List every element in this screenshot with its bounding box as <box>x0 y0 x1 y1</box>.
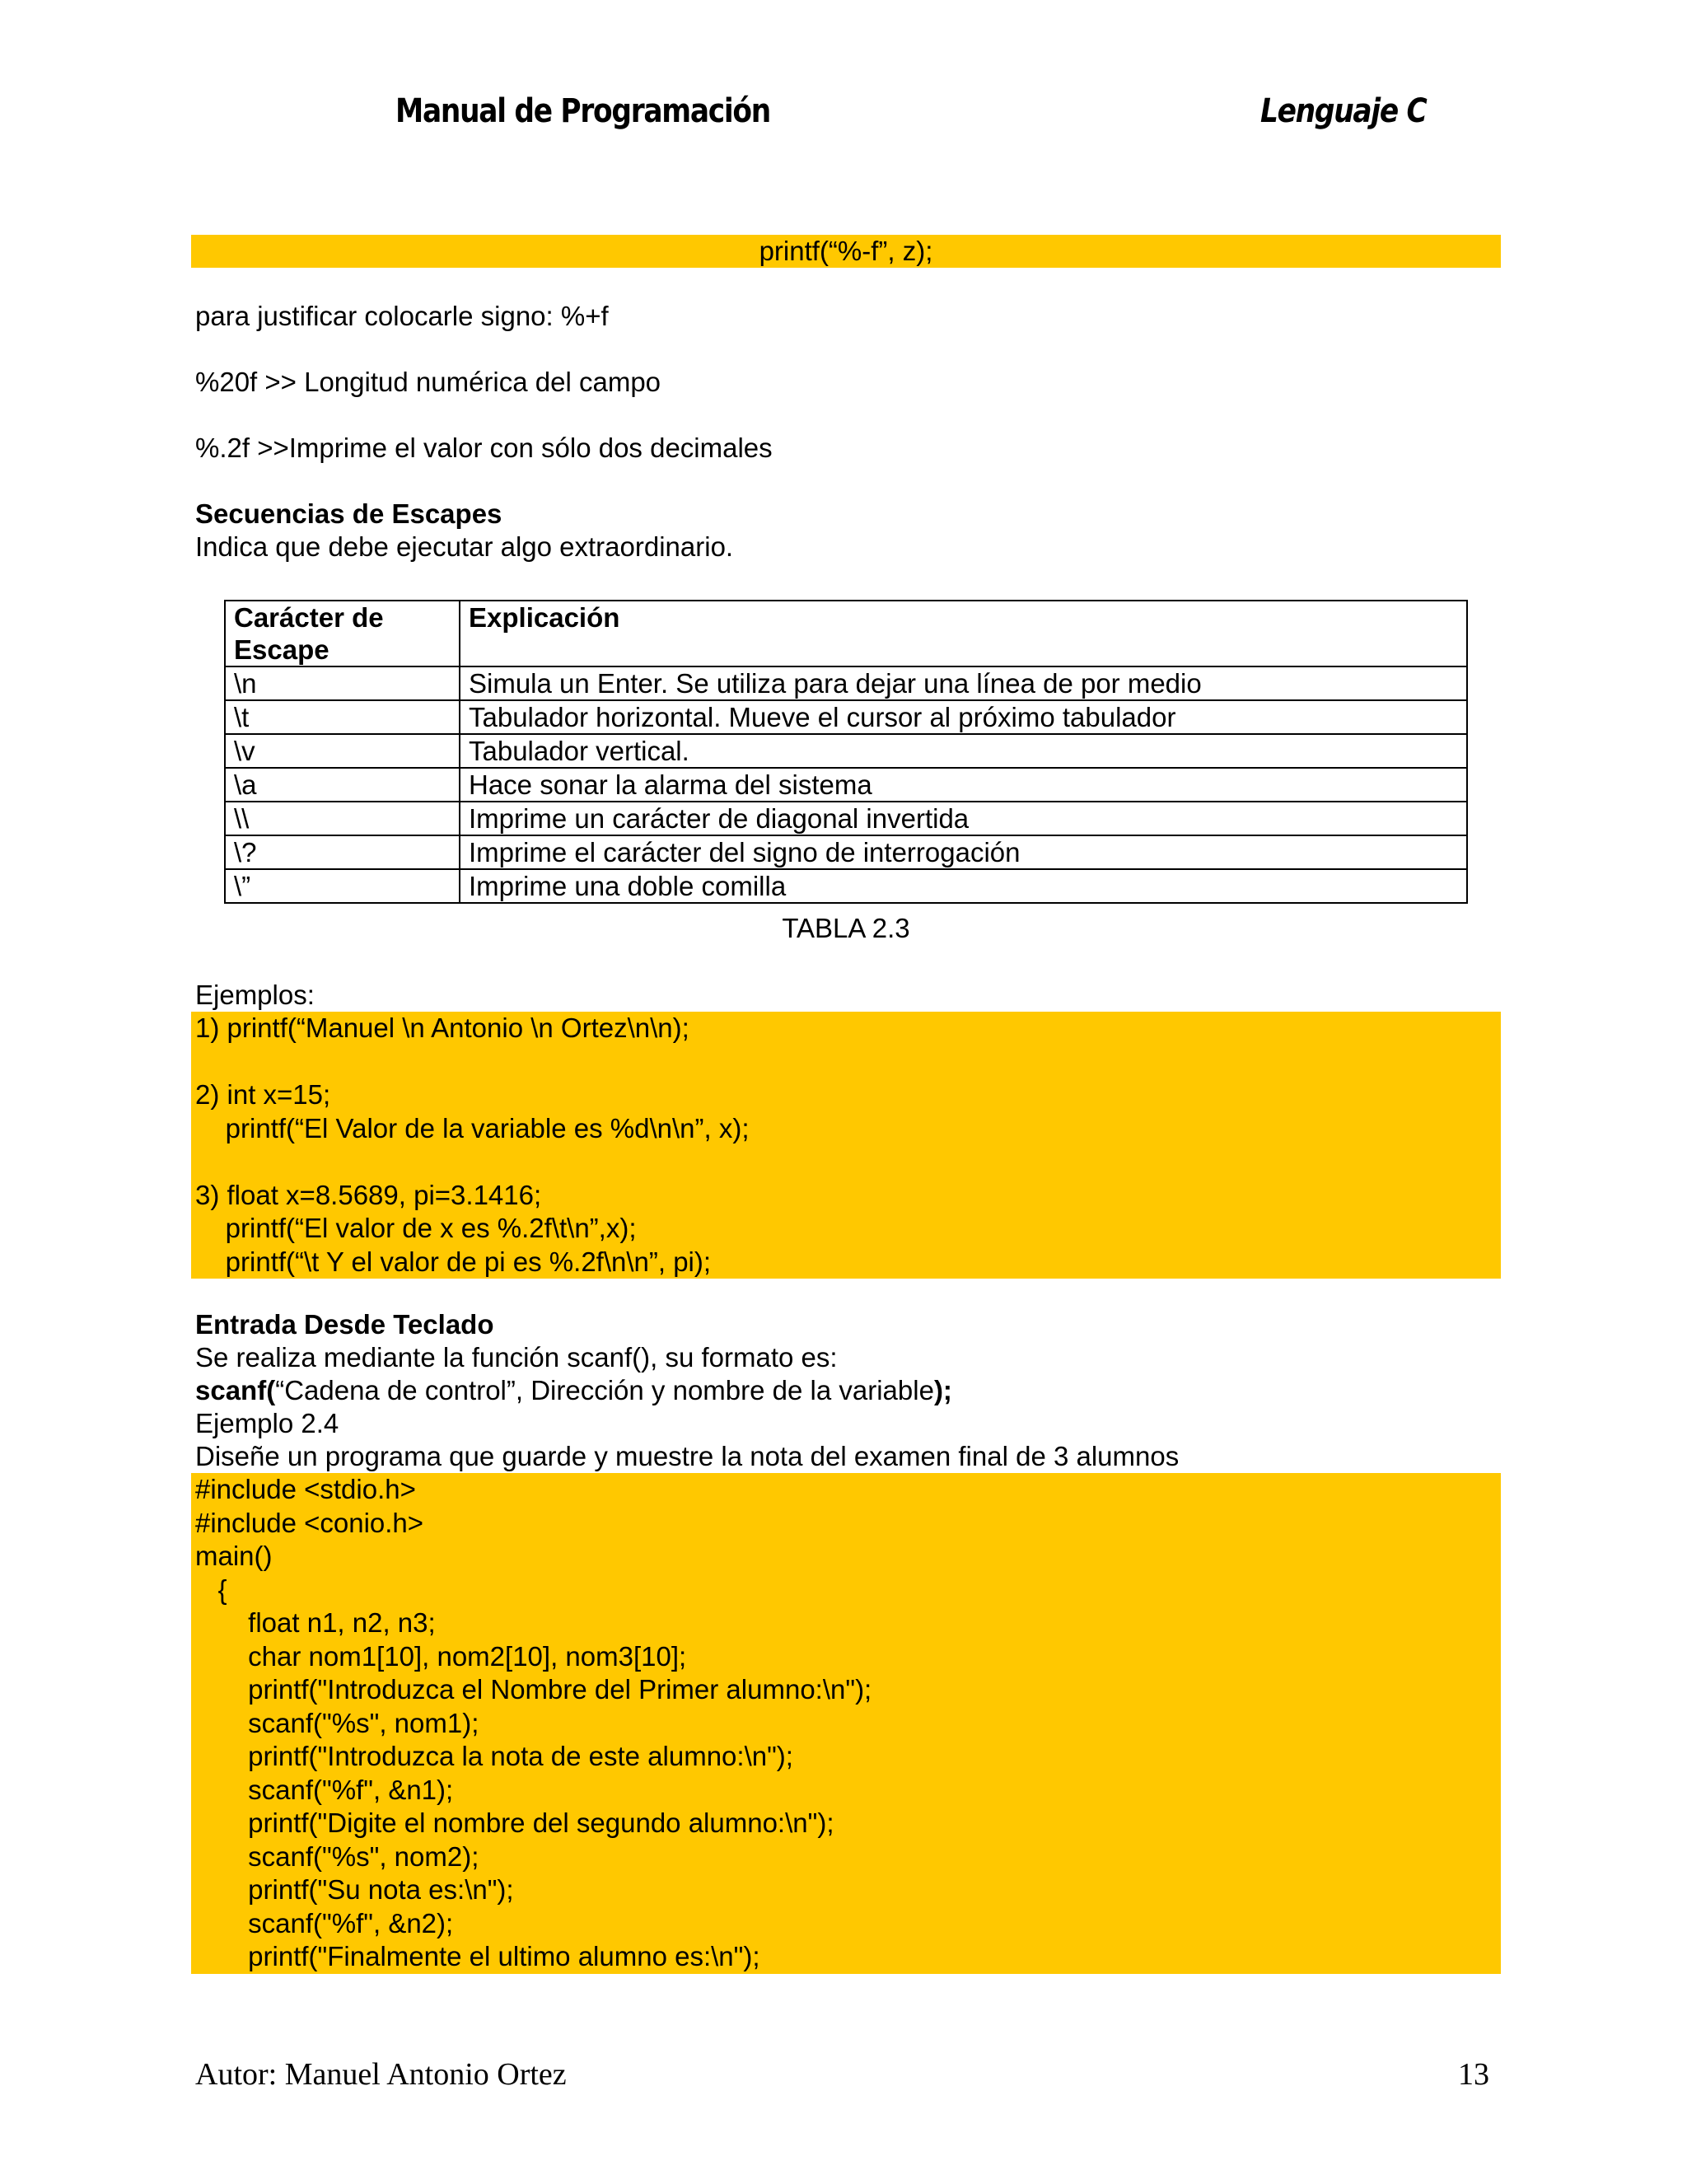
scanf-format-line <box>195 1374 952 1407</box>
table-caption: TABLA 2.3 <box>782 913 910 943</box>
table-row <box>225 734 1467 768</box>
code-line: printf(“\t Y el valor de pi es %.2f\n\n”, pi); <box>195 1246 712 1277</box>
table-row <box>225 835 1467 869</box>
note-line: %.2f >>Imprime el valor con sólo dos decimales <box>195 433 773 463</box>
code-line: 2) int x=15; <box>195 1079 331 1110</box>
scanf-format-start: scanf( <box>195 1375 276 1405</box>
table-row <box>225 666 1467 700</box>
code-line <box>195 1045 1501 1079</box>
code-line: printf("Finalmente el ultimo alumno es:\n"); <box>195 1941 760 1971</box>
escapes-heading: Secuencias de Escapes <box>195 498 502 529</box>
table-header-cell: Explicación <box>460 601 1467 666</box>
code-line <box>195 1145 1501 1179</box>
table-cell: Imprime el carácter del signo de interrogación <box>460 835 1467 869</box>
note-line: %20f >> Longitud numérica del campo <box>195 367 661 397</box>
table-cell: Tabulador horizontal. Mueve el cursor al próximo tabulador <box>460 700 1467 734</box>
table-row <box>225 700 1467 734</box>
example-description: Diseñe un programa que guarde y muestre la nota del examen final de 3 alumnos <box>195 1441 1180 1471</box>
header-subject: Lenguaje C <box>1260 92 1427 130</box>
table-cell: \\ <box>225 802 460 835</box>
code-line: scanf("%s", nom1); <box>195 1707 479 1738</box>
table-row <box>225 802 1467 835</box>
code-line: printf("Digite el nombre del segundo alumno:\n"); <box>195 1808 834 1838</box>
code-line: scanf("%f", &n2); <box>195 1907 454 1938</box>
code-line: printf(“El valor de x es %.2f\t\n”,x); <box>195 1213 637 1243</box>
table-header-row <box>225 601 1467 666</box>
footer-author: Autor: Manuel Antonio Ortez <box>195 2057 567 2092</box>
header-title: Manual de Programación <box>395 92 770 130</box>
table-cell: \a <box>225 768 460 802</box>
code-line: { <box>195 1574 227 1605</box>
code-line: printf("Su nota es:\n"); <box>195 1874 514 1905</box>
code-line: scanf("%f", &n1); <box>195 1774 454 1805</box>
table-cell: \? <box>225 835 460 869</box>
table-row <box>225 768 1467 802</box>
input-heading: Entrada Desde Teclado <box>195 1309 494 1340</box>
table-cell: \n <box>225 666 460 700</box>
code-line: #include <conio.h> <box>195 1507 424 1538</box>
table-cell: \v <box>225 734 460 768</box>
table-cell: Tabulador vertical. <box>460 734 1467 768</box>
table-cell: Simula un Enter. Se utiliza para dejar una línea de por medio <box>460 666 1467 700</box>
table-header-cell: Carácter de Escape <box>225 601 460 666</box>
code-line: float n1, n2, n3; <box>195 1607 436 1638</box>
note-line: para justificar colocarle signo: %+f <box>195 301 609 331</box>
examples-code-block <box>191 1012 1501 1279</box>
input-description: Se realiza mediante la función scanf(), su formato es: <box>195 1342 838 1373</box>
program-code-block <box>191 1473 1501 1974</box>
code-line: 1) printf(“Manuel \n Antonio \n Ortez\n\n); <box>195 1012 689 1043</box>
page-number: 13 <box>1458 2057 1489 2092</box>
code-line: scanf("%s", nom2); <box>195 1840 479 1872</box>
escapes-description: Indica que debe ejecutar algo extraordinario. <box>195 531 734 562</box>
table-cell: \t <box>225 700 460 734</box>
code-line: printf("Introduzca la nota de este alumno:\n"); <box>195 1741 793 1771</box>
table-cell: Imprime una doble comilla <box>460 869 1467 903</box>
top-code-highlight <box>191 235 1501 268</box>
escape-table <box>224 600 1468 904</box>
code-line: #include <stdio.h> <box>195 1474 416 1504</box>
table-cell: \” <box>225 869 460 903</box>
code-line: 3) float x=8.5689, pi=3.1416; <box>195 1179 542 1210</box>
code-line: printf("Introduzca el Nombre del Primer alumno:\n"); <box>195 1674 872 1705</box>
code-line: char nom1[10], nom2[10], nom3[10]; <box>195 1640 687 1672</box>
table-row <box>225 869 1467 903</box>
scanf-format-middle: “Cadena de control”, Dirección y nombre de la variable <box>275 1375 934 1405</box>
scanf-format-end: ); <box>933 1375 952 1405</box>
table-cell: Hace sonar la alarma del sistema <box>460 768 1467 802</box>
code-line: printf(“El Valor de la variable es %d\n\n”, x); <box>195 1112 750 1143</box>
top-code-line: printf(“%-f”, z); <box>759 236 933 266</box>
code-line: main() <box>195 1541 273 1571</box>
example-label: Ejemplo 2.4 <box>195 1408 339 1438</box>
examples-label: Ejemplos: <box>195 980 315 1010</box>
table-cell: Imprime un carácter de diagonal invertida <box>460 802 1467 835</box>
